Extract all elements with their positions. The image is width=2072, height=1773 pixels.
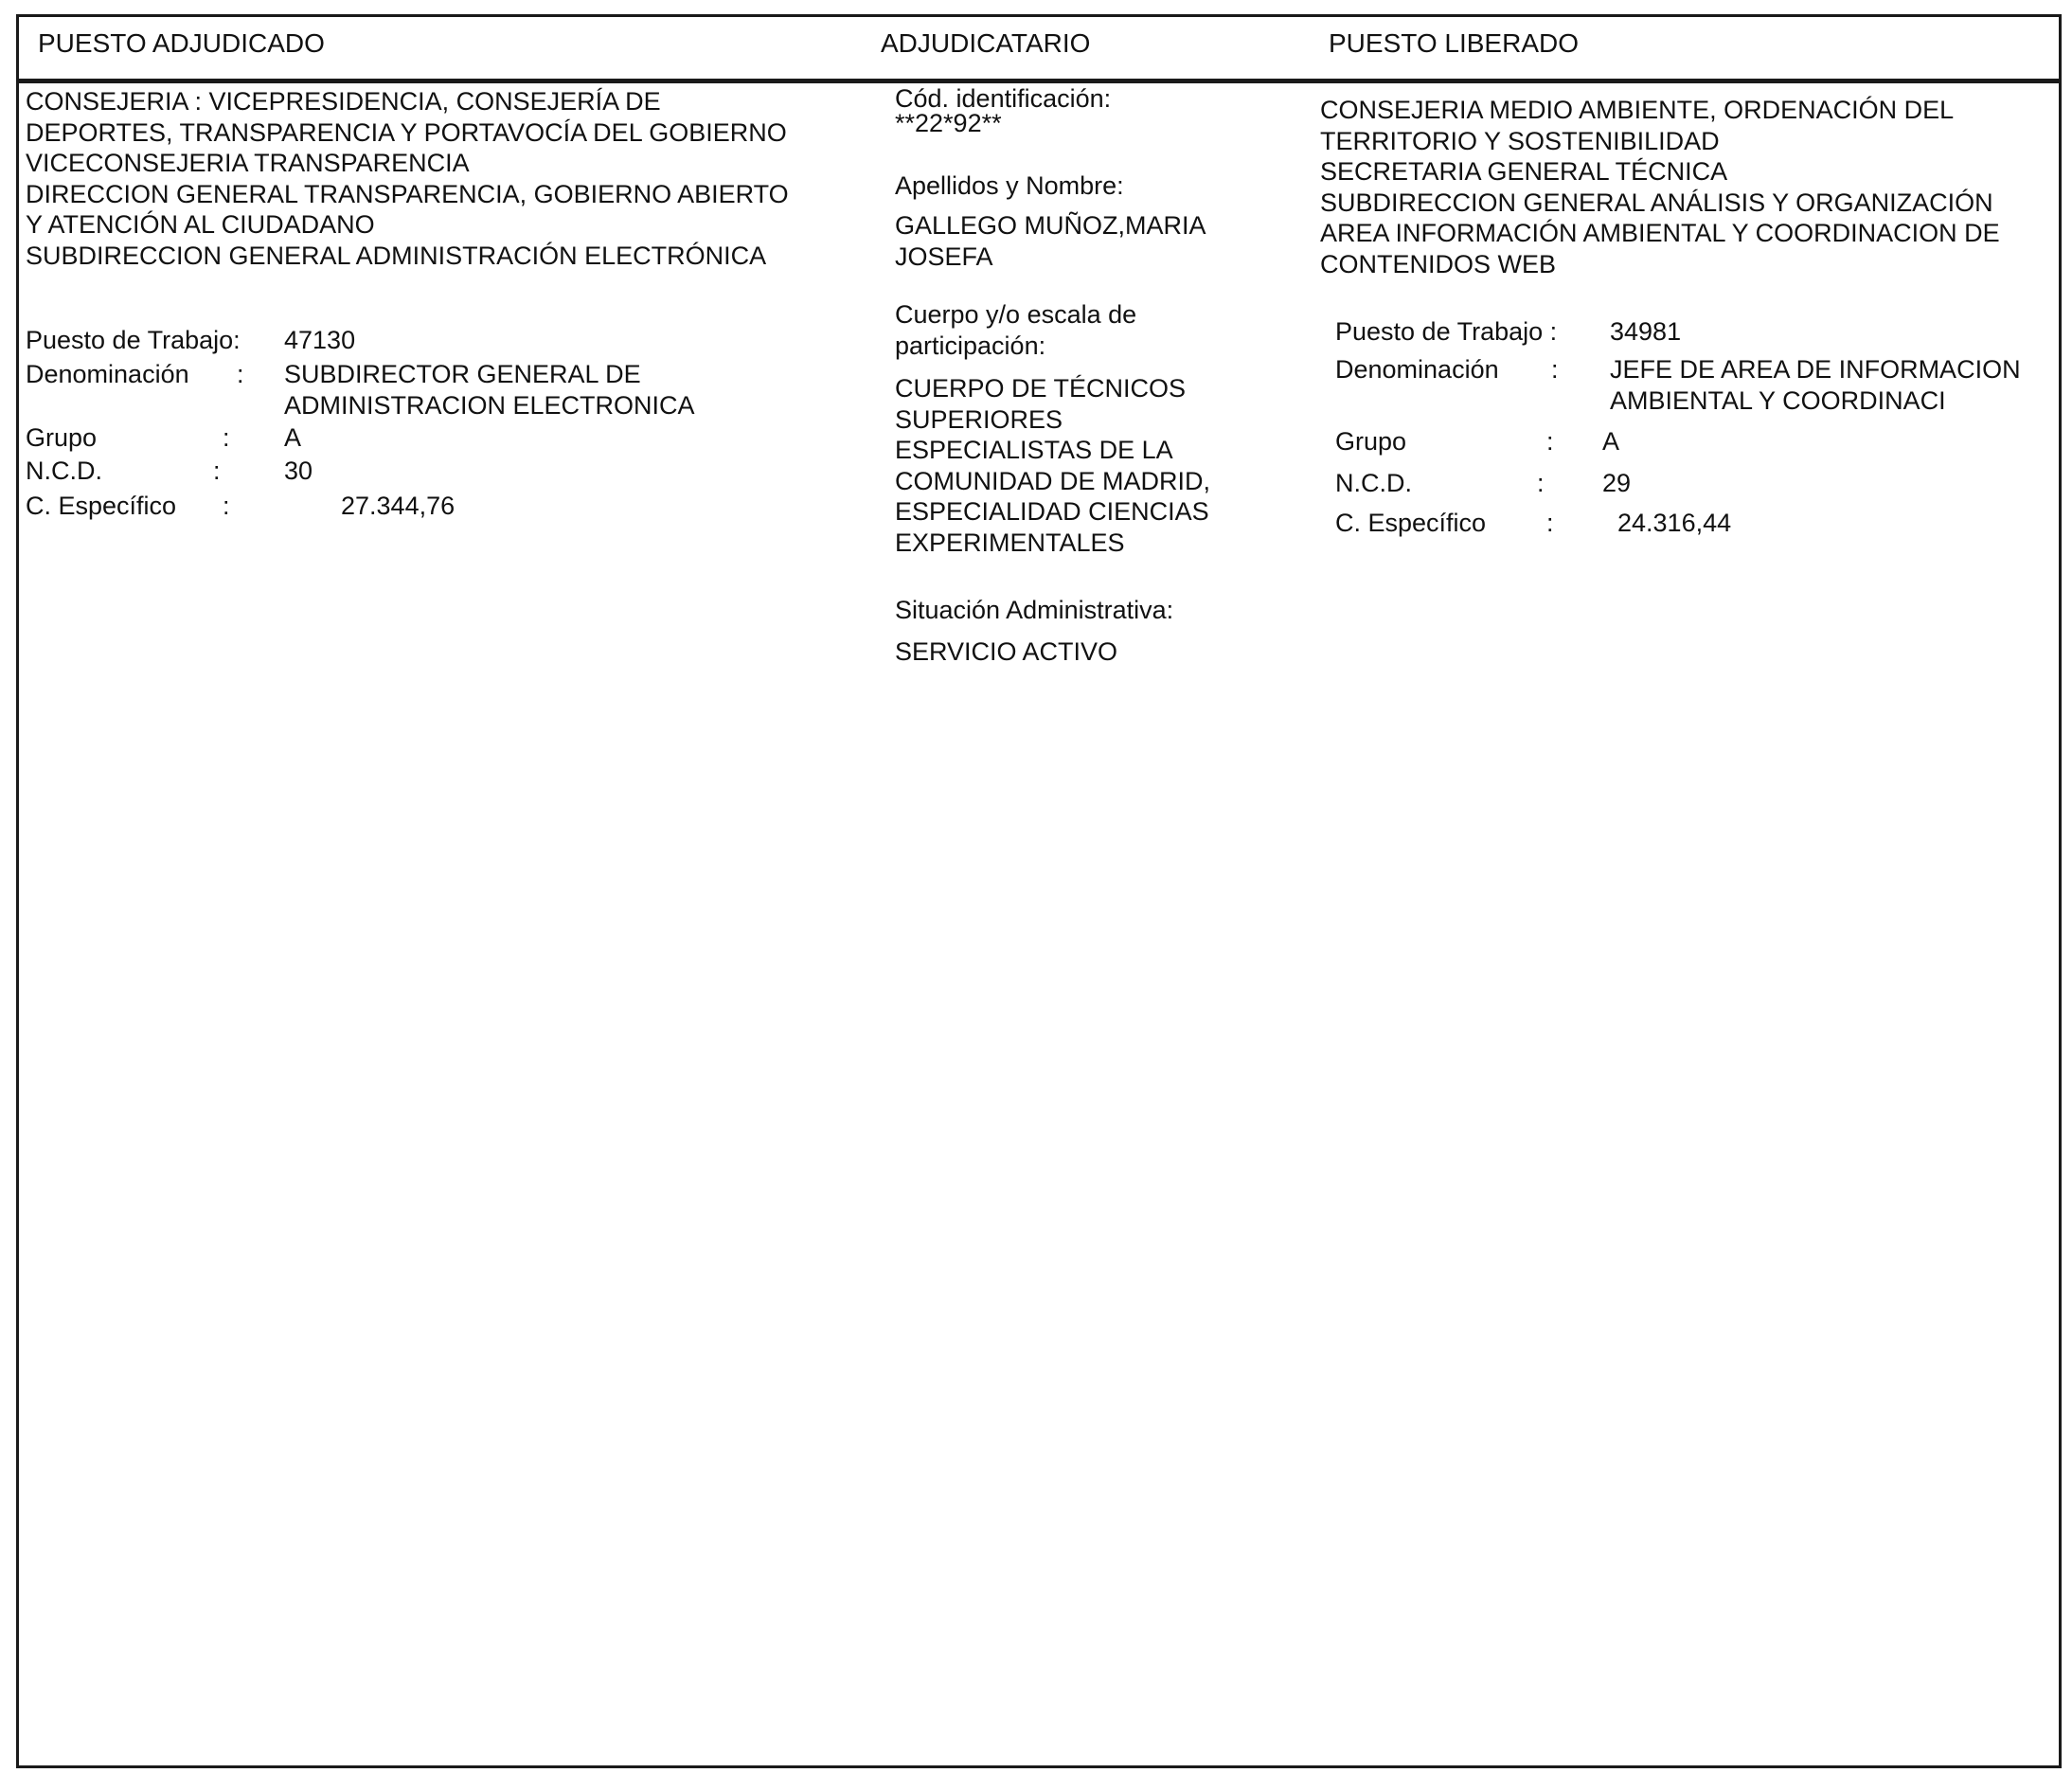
adjudicado-org-line: CONSEJERIA : VICEPRESIDENCIA, CONSEJERÍA DE [26,87,661,116]
liberado-organization-block [1320,95,2000,279]
colon: : [213,457,221,485]
adjudicado-puesto-value: 47130 [284,326,356,354]
liberado-org-line: CONTENIDOS WEB [1320,249,1557,278]
liberado-denominacion-value-cont: AMBIENTAL Y COORDINACI [1610,386,1946,415]
adjudicado-denominacion-label: Denominación [26,360,189,388]
liberado-puesto-value: 34981 [1610,317,1682,346]
liberado-org-line: CONSEJERIA MEDIO AMBIENTE, ORDENACIÓN DEL [1320,96,1955,124]
adjudicado-org-line: SUBDIRECCION GENERAL ADMINISTRACIÓN ELECTRÓNICA [26,241,767,270]
liberado-especifico-label: C. Específico [1335,509,1487,537]
adjudicatario-nombre-value [895,210,1206,272]
colon: : [1546,509,1554,537]
adjudicado-denominacion-value: SUBDIRECTOR GENERAL DE [284,360,641,388]
adjudicatario-cuerpo-line: ESPECIALIDAD CIENCIAS [895,497,1209,526]
adjudicatario-cod-label: Cód. identificación: [895,84,1112,113]
adjudicatario-cuerpo-label [895,299,1136,361]
colon: : [1537,469,1545,497]
adjudicado-especifico-label: C. Específico [26,492,177,520]
adjudicatario-cuerpo-line: CUERPO DE TÉCNICOS [895,374,1187,403]
liberado-ncd-value: 29 [1602,469,1632,497]
adjudicatario-cod-value: **22*92** [895,109,1002,137]
adjudicado-denominacion-value-cont: ADMINISTRACION ELECTRONICA [284,391,695,420]
adjudicatario-situacion-label: Situación Administrativa: [895,596,1174,624]
adjudicatario-situacion-value: SERVICIO ACTIVO [895,637,1118,666]
liberado-denominacion-value: JEFE DE AREA DE INFORMACION [1610,355,2021,384]
adjudicado-ncd-value: 30 [284,457,313,485]
colon: : [223,423,230,452]
adjudicatario-nombre-line: GALLEGO MUÑOZ,MARIA [895,211,1206,240]
liberado-puesto-label: Puesto de Trabajo : [1335,317,1558,346]
adjudicado-puesto-label: Puesto de Trabajo: [26,326,241,354]
header-puesto-adjudicado: PUESTO ADJUDICADO [38,28,325,58]
adjudicado-organization-block [26,86,789,271]
liberado-especifico-value: 24.316,44 [1617,509,1732,537]
adjudicado-grupo-label: Grupo [26,423,98,452]
adjudicado-grupo-value: A [284,423,302,452]
adjudicado-org-line: DIRECCION GENERAL TRANSPARENCIA, GOBIERNO ABIERTO [26,179,789,208]
liberado-grupo-value: A [1602,427,1620,456]
adjudicado-ncd-label: N.C.D. [26,457,102,485]
colon: : [237,360,244,388]
liberado-org-line: TERRITORIO Y SOSTENIBILIDAD [1320,126,1720,155]
adjudicado-especifico-value: 27.344,76 [341,492,455,520]
adjudicatario-cuerpo-label-line: participación: [895,331,1046,360]
adjudicado-org-line: DEPORTES, TRANSPARENCIA Y PORTAVOCÍA DEL GOBIERNO [26,117,787,147]
colon: : [223,492,230,520]
adjudicado-org-line: Y ATENCIÓN AL CIUDADANO [26,210,375,239]
adjudicatario-cuerpo-line: COMUNIDAD DE MADRID, [895,466,1211,495]
liberado-org-line: SECRETARIA GENERAL TÉCNICA [1320,157,1728,186]
header-puesto-liberado: PUESTO LIBERADO [1329,28,1580,58]
colon: : [1551,355,1559,384]
colon: : [1546,427,1554,456]
adjudicatario-cuerpo-value [895,373,1210,558]
adjudicatario-cuerpo-line: SUPERIORES [895,404,1063,434]
liberado-ncd-label: N.C.D. [1335,469,1412,497]
adjudicatario-nombre-label: Apellidos y Nombre: [895,171,1124,200]
liberado-grupo-label: Grupo [1335,427,1407,456]
liberado-org-line: AREA INFORMACIÓN AMBIENTAL Y COORDINACION DE [1320,219,2000,247]
adjudicado-org-line: VICECONSEJERIA TRANSPARENCIA [26,149,470,177]
adjudicatario-cuerpo-line: EXPERIMENTALES [895,528,1125,557]
liberado-org-line: SUBDIRECCION GENERAL ANÁLISIS Y ORGANIZACIÓN [1320,188,1993,217]
adjudicatario-cuerpo-label-line: Cuerpo y/o escala de [895,300,1137,329]
adjudicatario-nombre-line: JOSEFA [895,242,993,271]
liberado-denominacion-label: Denominación [1335,355,1499,384]
adjudicatario-cuerpo-line: ESPECIALISTAS DE LA [895,436,1173,464]
header-adjudicatario: ADJUDICATARIO [881,28,1091,58]
